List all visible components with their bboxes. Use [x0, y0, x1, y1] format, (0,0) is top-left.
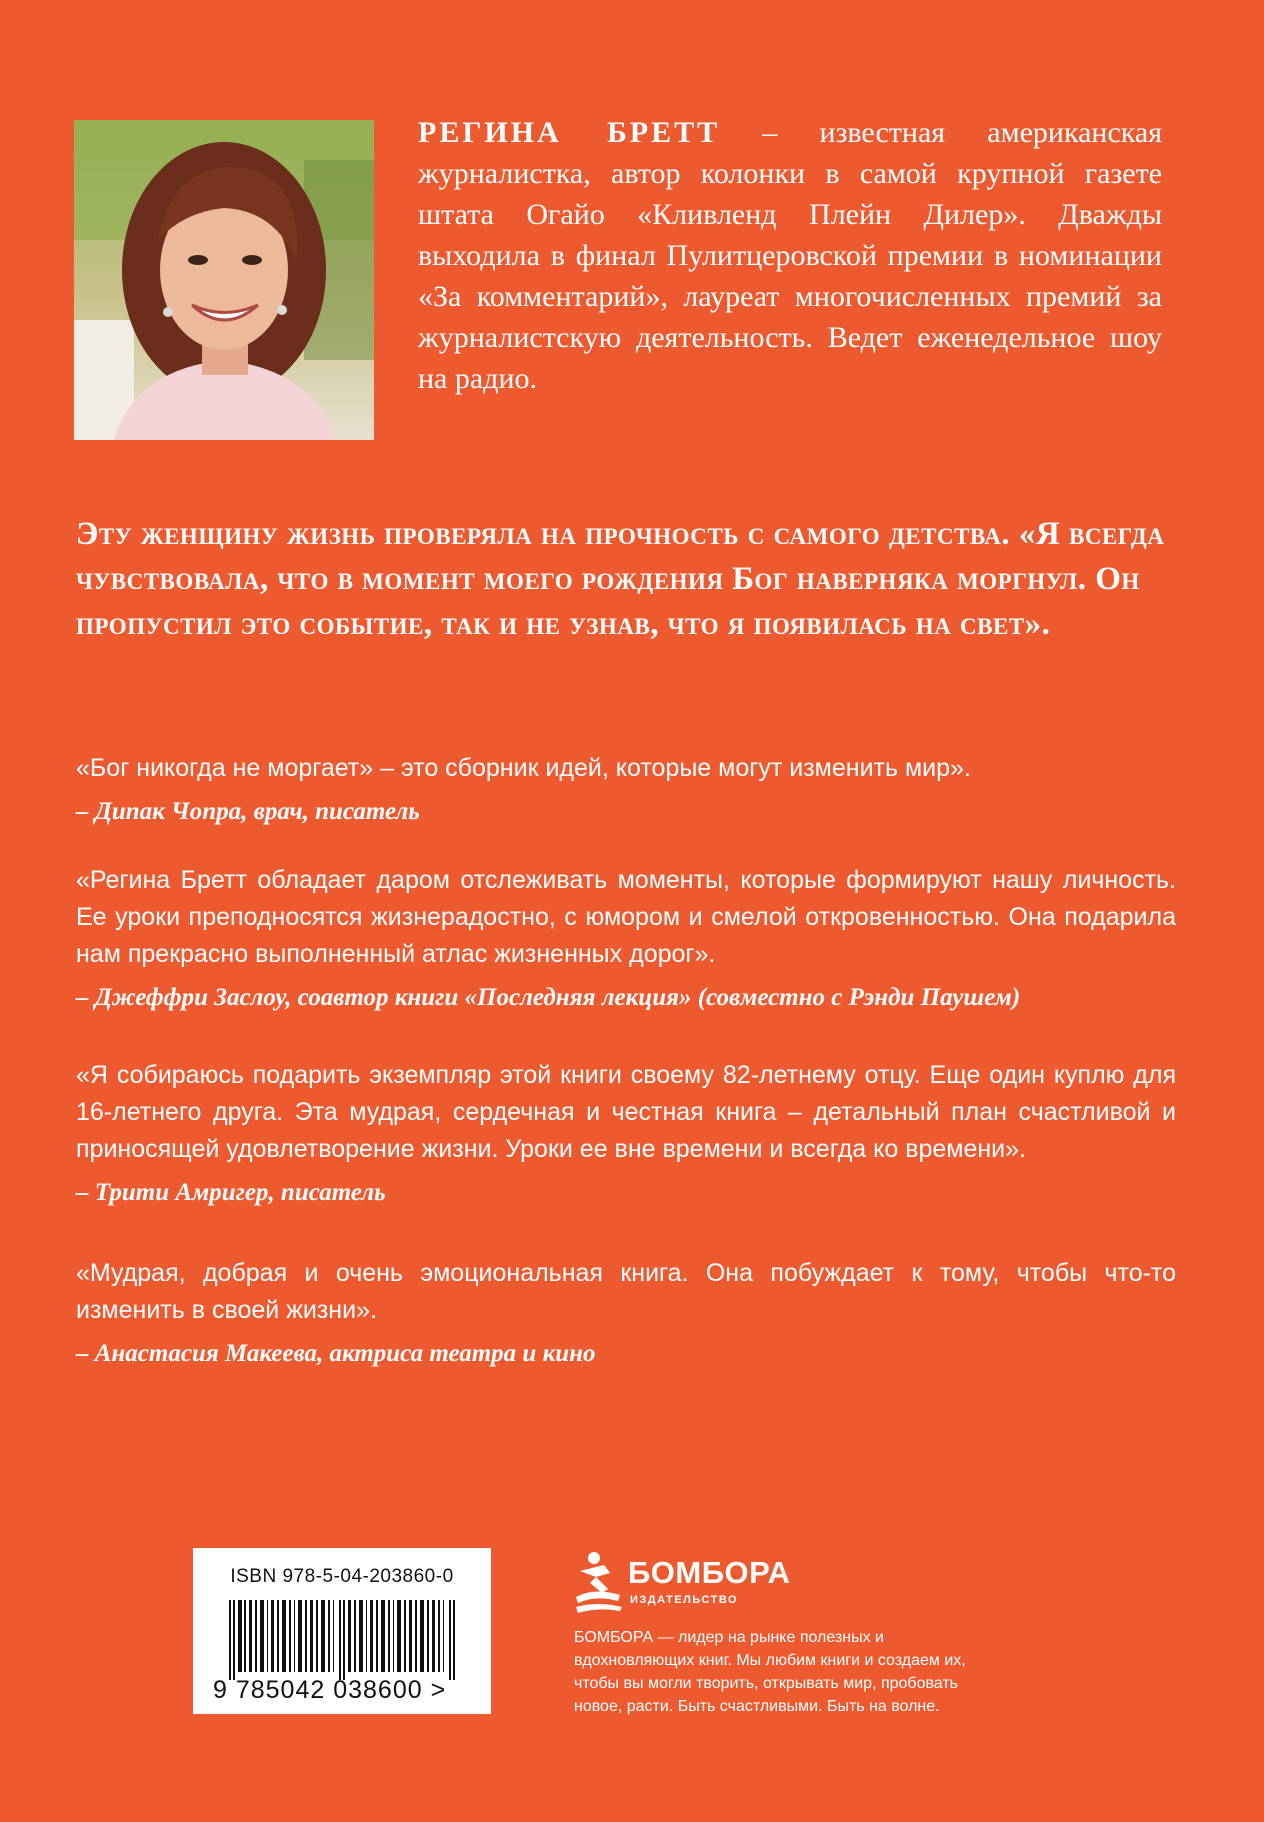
isbn-label: ISBN 978-5-04-203860-0 — [230, 1566, 454, 1587]
author-bio-text: – известная американская журналистка, автор колонки в самой крупной газете штата Огайо «Кливленд Плейн Дилер». Дважды выходила в финал Пулитцеровской премии в номинации «За комментарий», лауреат многочисленных премий за журналистскую деятельность. Ведет еженедельное шоу на радио. — [418, 116, 1162, 395]
quote-text: «Бог никогда не моргает» – это сборник идей, которые могут изменить мир». — [76, 754, 971, 782]
publisher-logo — [574, 1549, 794, 1619]
quote-text: «Регина Бретт обладает даром отслеживать моменты, которые формируют нашу личность. Ее уроки преподносятся жизнерадостно, с юмором и смелой откровенностью. Она подарила нам прекрасно выполненный атлас жизненных дорог». — [76, 866, 1176, 968]
quote-item — [76, 862, 1176, 1016]
quote-item — [76, 1255, 1176, 1372]
quote-item — [76, 750, 1176, 830]
publisher-description: БОМБОРА — лидер на рынке полезных и вдохновляющих книг. Мы любим книги и создаем их, чтобы вы могли творить, открывать мир, пробовать новое, расти. Быть счастливыми. Быть на волне. — [574, 1629, 966, 1715]
wave-rider-icon — [574, 1551, 626, 1613]
quote-text: «Я собираюсь подарить экземпляр этой книги своему 82-летнему отцу. Еще один куплю для 16-летнего друга. Эта мудрая, сердечная и честная книга – детальный план счастливой и приносящей удовлетворение жизни. Уроки ее вне времени и всегда ко времени». — [76, 1061, 1176, 1163]
quote-author: – Джеффри Заслоу, соавтор книги «Последняя лекция» (совместно с Рэнди Паушем) — [76, 984, 1021, 1011]
quote-item — [76, 1057, 1176, 1211]
quote-author: – Трити Амригер, писатель — [76, 1179, 386, 1206]
quote-author: – Дипак Чопра, врач, писатель — [76, 798, 420, 825]
quote-author: – Анастасия Макеева, актриса театра и кино — [76, 1340, 596, 1367]
author-bio — [418, 112, 1162, 399]
barcode-icon — [229, 1600, 459, 1680]
lead-paragraph: Эту женщину жизнь проверяла на прочность с самого детства. «Я всегда чувствовала, что в момент моего рождения Бог наверняка моргнул. Он пропустил это событие, так и не узнав, что я появилась на свет». — [76, 516, 1165, 642]
author-name: РЕГИНА БРЕТТ — [418, 116, 721, 149]
barcode-digits: 9 785042 038600 > — [213, 1676, 447, 1704]
quote-text: «Мудрая, добрая и очень эмоциональная книга. Она побуждает к тому, чтобы что-то изменить в своей жизни». — [76, 1259, 1176, 1324]
barcode-panel — [193, 1548, 491, 1714]
author-photo — [74, 120, 374, 440]
publisher-name: БОМБОРА — [628, 1555, 791, 1590]
publisher-subtitle: ИЗДАТЕЛЬСТВО — [630, 1594, 739, 1606]
